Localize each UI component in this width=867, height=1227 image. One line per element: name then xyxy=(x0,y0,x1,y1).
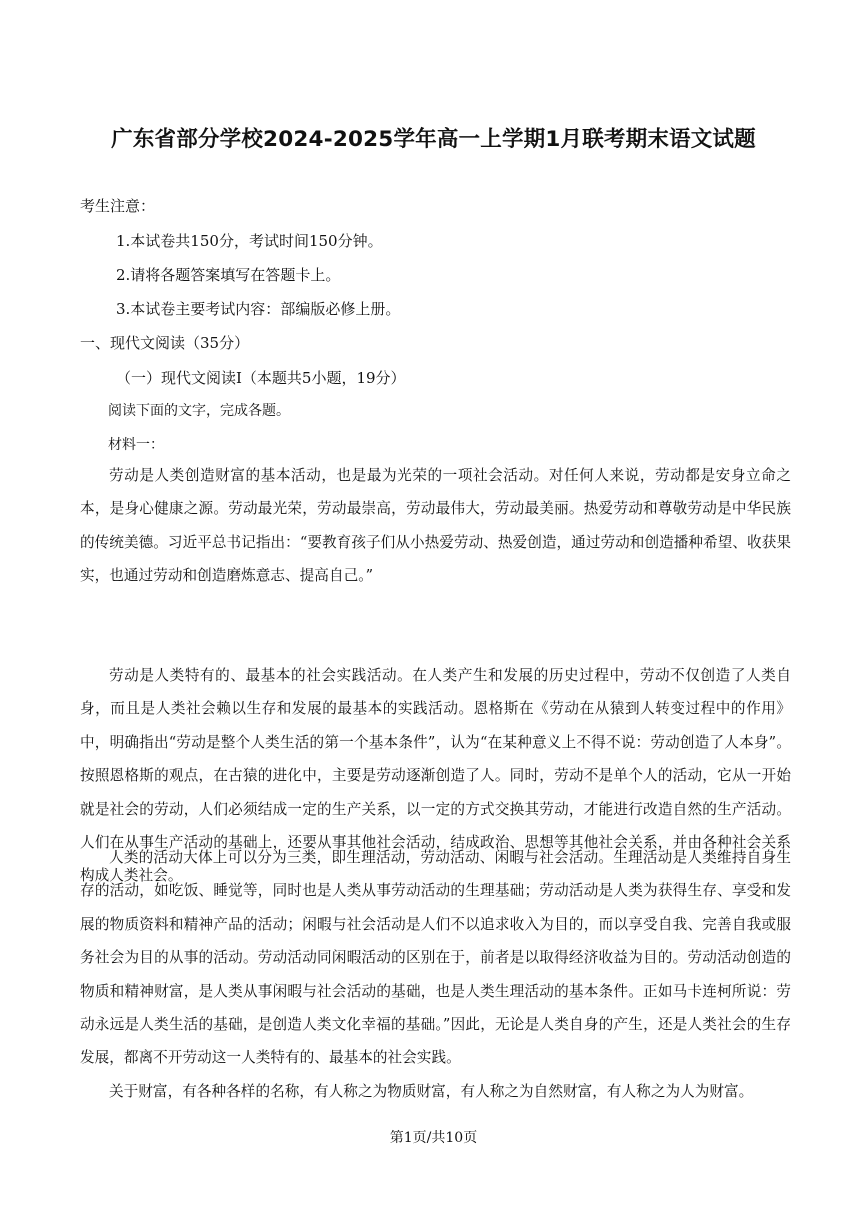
body-paragraph: 劳动是人类创造财富的基本活动，也是最为光荣的一项社会活动。对任何人来说，劳动都是安身立命之本，是身心健康之源。劳动最光荣，劳动最崇高，劳动最伟大，劳动最美丽。热爱劳动和尊敬劳动是中华民族的传统美德。习近平总书记指出：“要教育孩子们从小热爱劳动、热爱创造，通过劳动和创造播种希望、收获果实，也通过劳动和创造磨炼意志、提高自己。” xyxy=(80,467,791,585)
section-heading: 一、现代文阅读（35分） xyxy=(80,334,250,352)
notice-heading: 考生注意： xyxy=(80,197,156,215)
page-number: 第1页/共10页 xyxy=(389,1130,478,1146)
material-label: 材料一： xyxy=(108,437,164,453)
notice-item: 3.本试卷主要考试内容：部编版必修上册。 xyxy=(116,300,401,318)
subsection-heading: （一）现代文阅读Ⅰ（本题共5小题，19分） xyxy=(116,369,406,387)
document-title: 广东省部分学校2024-2025学年高一上学期1月联考期末语文试题 xyxy=(111,127,756,152)
notice-item: 1.本试卷共150分，考试时间150分钟。 xyxy=(116,232,383,250)
body-paragraph: 人类的活动大体上可以分为三类，即生理活动，劳动活动、闲暇与社会活动。生理活动是人类维持自身生存的活动，如吃饭、睡觉等，同时也是人类从事劳动活动的生理基础；劳动活动是人类为获得生存、享受和发展的物质资料和精神产品的活动；闲暇与社会活动是人们不以追求收入为目的，而以享受自我、完善自我或服务社会为目的从事的活动。劳动活动同闲暇活动的区别在于，前者是以取得经济收益为目的。劳动活动创造的物质和精神财富，是人类从事闲暇与社会活动的基础，也是人类生理活动的基本条件。正如马卡连柯所说：劳动永远是人类生活的基础，是创造人类文化幸福的基础。”因此，无论是人类自身的产生，还是人类社会的生存发展，都离不开劳动这一人类特有的、最基本的社会实践。 xyxy=(80,849,791,1067)
notice-item: 2.请将各题答案填写在答题卡上。 xyxy=(116,266,341,284)
body-paragraph: 关于财富，有各种各样的名称，有人称之为物质财富，有人称之为自然财富，有人称之为人为财富。 xyxy=(109,1083,754,1100)
body-paragraph: 劳动是人类特有的、最基本的社会实践活动。在人类产生和发展的历史过程中，劳动不仅创造了人类自身，而且是人类社会赖以生存和发展的最基本的实践活动。恩格斯在《劳动在从猿到人转变过程中的作用》中，明确指出“劳动是整个人类生活的第一个基本条件”，认为“在某种意义上不得不说：劳动创造了人本身”。按照恩格斯的观点，在古猿的进化中，主要是劳动逐渐创造了人。同时，劳动不是单个人的活动，它从一开始就是社会的劳动，人们必须结成一定的生产关系，以一定的方式交换其劳动，才能进行改造自然的生产活动。人们在从事生产活动的基础上，还要从事其他社会活动，结成政治、思想等其他社会关系，并由各种社会关系构成人类社会。 xyxy=(80,667,791,885)
reading-instruction: 阅读下面的文字，完成各题。 xyxy=(108,403,290,419)
